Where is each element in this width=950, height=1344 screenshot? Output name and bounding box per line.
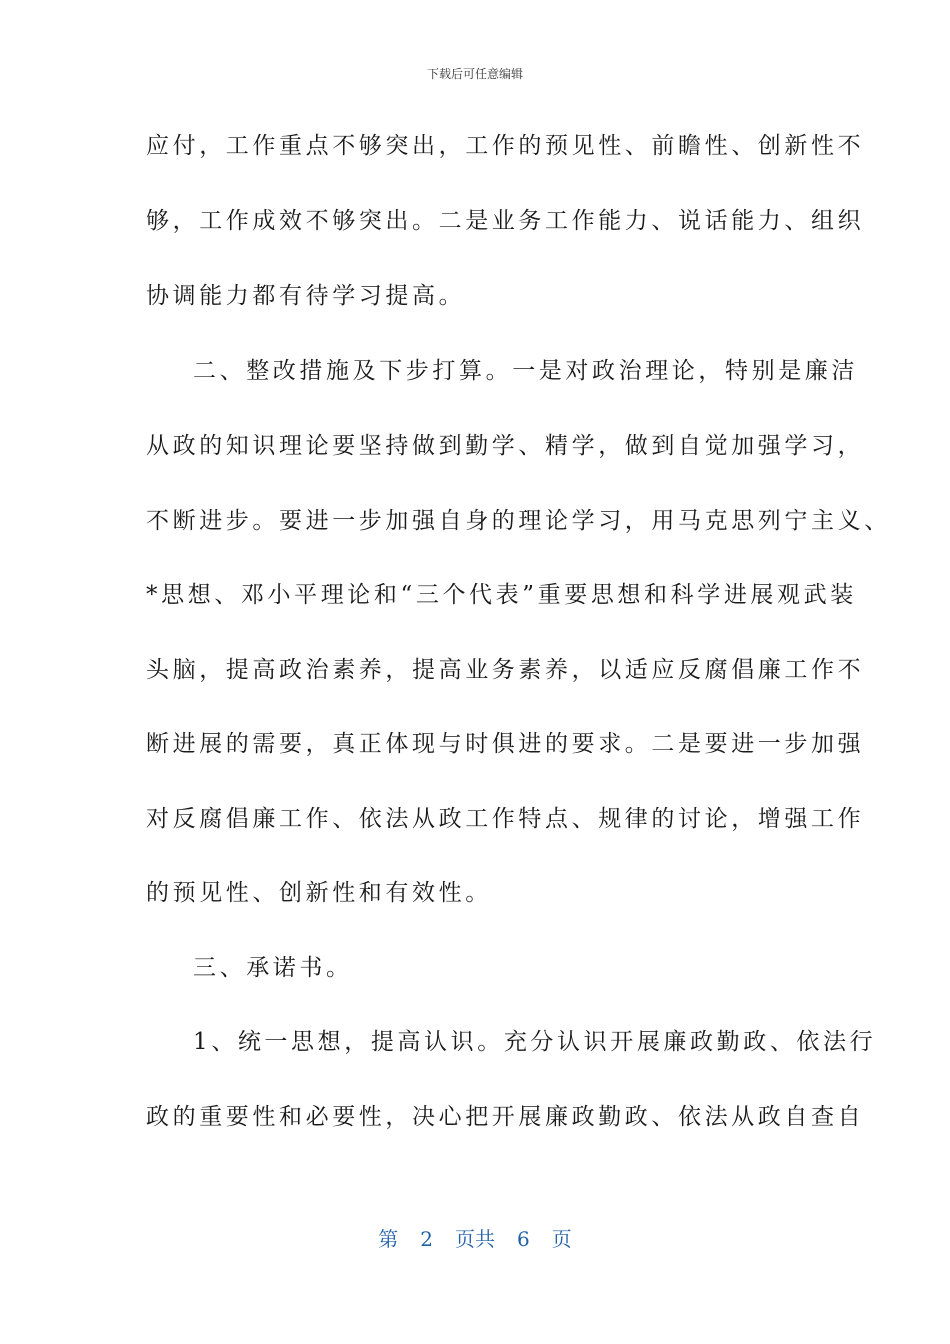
body-line: 的预见性、创新性和有效性。 [146, 880, 492, 906]
body-line: 不断进步。要进一步加强自身的理论学习，用马克思列宁主义、 [146, 508, 891, 534]
footer-prefix: 第 [378, 1227, 399, 1251]
section-heading: 三、承诺书。 [193, 955, 353, 981]
body-line: 政的重要性和必要性，决心把开展廉政勤政、依法从政自查自 [146, 1104, 865, 1130]
body-line: 断进展的需要，真正体现与时俱进的要求。二是要进一步加强 [146, 731, 865, 757]
footer-middle: 页共 [455, 1227, 495, 1251]
body-line: 协调能力都有待学习提高。 [146, 283, 466, 309]
body-line: 应付，工作重点不够突出，工作的预见性、前瞻性、创新性不 [146, 133, 865, 159]
page-header-note: 下载后可任意编辑 [426, 67, 523, 81]
body-line: *思想、邓小平理论和“三个代表”重要思想和科学进展观武装 [146, 582, 857, 608]
body-line: 二、整改措施及下步打算。一是对政治理论，特别是廉洁 [193, 358, 858, 384]
footer-current-page: 2 [420, 1227, 433, 1251]
body-line: 1、统一思想，提高认识。充分认识开展廉政勤政、依法行 [193, 1029, 877, 1055]
page-number-footer [0, 1226, 950, 1252]
footer-total-pages: 6 [517, 1227, 530, 1251]
body-line: 从政的知识理论要坚持做到勤学、精学，做到自觉加强学习， [146, 433, 865, 459]
body-line: 够，工作成效不够突出。二是业务工作能力、说话能力、组织 [146, 208, 865, 234]
body-line: 头脑，提高政治素养，提高业务素养，以适应反腐倡廉工作不 [146, 657, 865, 683]
body-line: 对反腐倡廉工作、依法从政工作特点、规律的讨论，增强工作 [146, 806, 865, 832]
footer-suffix: 页 [551, 1227, 572, 1251]
